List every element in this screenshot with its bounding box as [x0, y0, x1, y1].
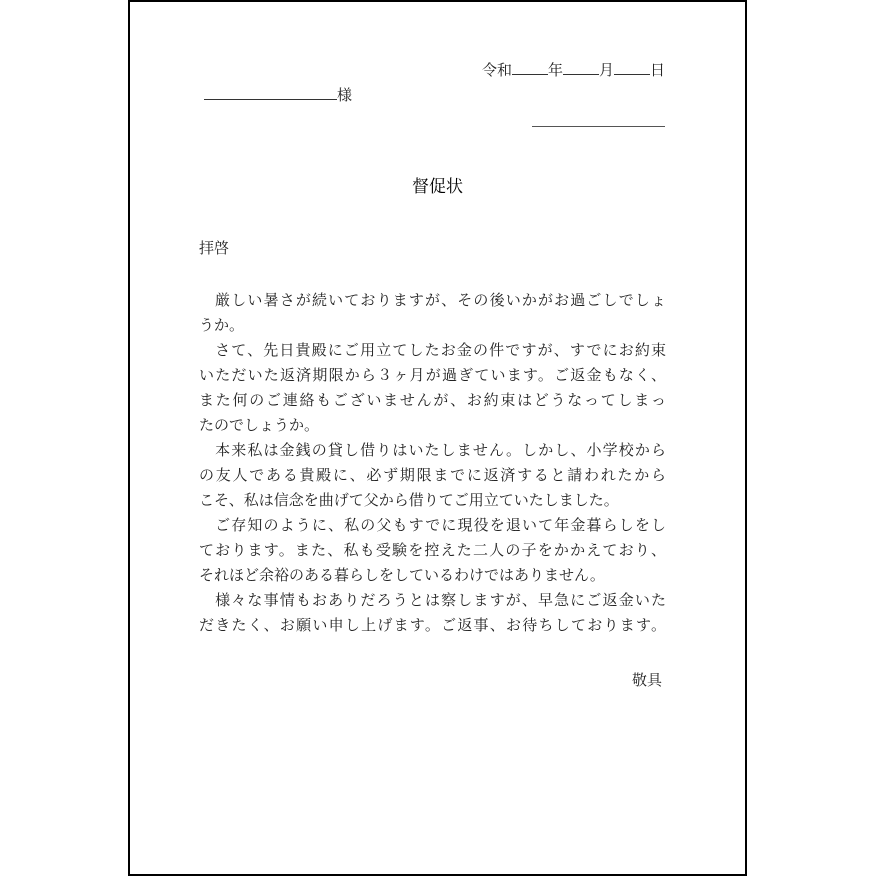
body-line: だきたく、お願い申し上げます。ご返事、お待ちしております。 — [199, 616, 666, 634]
year-blank[interactable] — [512, 60, 548, 75]
era-label: 令和 — [481, 61, 512, 79]
month-blank[interactable] — [563, 60, 599, 75]
body-line: 厳しい暑さが続いておりますが、その後いかがお過ごしでしょ — [199, 291, 666, 309]
body-line: ご存知のように、私の父もすでに現役を退いて年金暮らしをし — [199, 516, 666, 534]
body-line: こそ、私は信念を曲げて父から借りてご用立ていたしました。 — [199, 491, 619, 509]
body-line: それほど余裕のある暮らしをしているわけではありません。 — [199, 566, 605, 584]
body-line: うか。 — [199, 316, 245, 334]
body-line: いただいた返済期限から３ヶ月が過ぎています。ご返金もなく、 — [199, 366, 666, 384]
day-blank[interactable] — [614, 60, 650, 75]
letter-body — [199, 288, 666, 638]
month-label: 月 — [598, 61, 614, 79]
opening-greeting: 拝啓 — [199, 239, 230, 257]
year-label: 年 — [547, 61, 563, 79]
body-line: たのでしょうか。 — [199, 416, 320, 434]
body-line: さて、先日貴殿にご用立てしたお金の件ですが、すでにお約束 — [199, 341, 666, 359]
sender-blank[interactable] — [532, 126, 665, 127]
addressee-blank[interactable] — [204, 85, 337, 100]
day-label: 日 — [649, 61, 665, 79]
closing-word: 敬具 — [631, 671, 662, 689]
date-line — [482, 60, 665, 80]
addressee-suffix: 様 — [337, 86, 353, 104]
body-line: また何のご連絡もございませんが、お約束はどうなってしまっ — [199, 391, 666, 409]
addressee-line — [204, 85, 352, 105]
document-title: 督促状 — [412, 177, 463, 197]
body-line: 様々な事情もおありだろうとは察しますが、早急にご返金いた — [199, 591, 666, 609]
body-line: 本来私は金銭の貸し借りはいたしません。しかし、小学校から — [199, 441, 666, 459]
body-line: の友人である貴殿に、必ず期限までに返済すると請われたから — [199, 466, 666, 484]
letter-page — [128, 0, 747, 876]
body-line: ております。また、私も受験を控えた二人の子をかかえており、 — [199, 541, 666, 559]
